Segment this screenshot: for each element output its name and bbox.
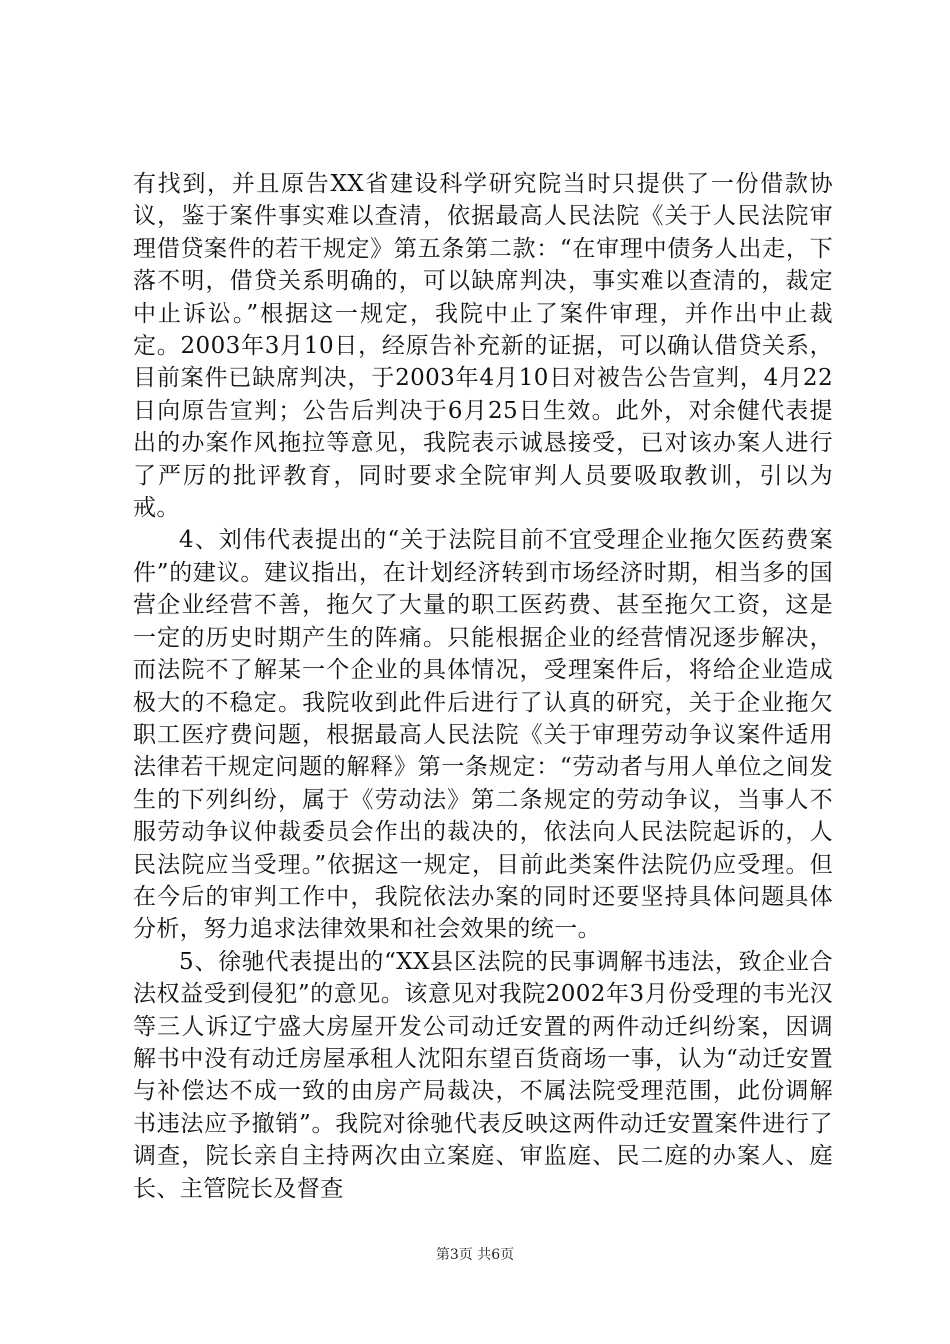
paragraph-item-5: 5、徐驰代表提出的“XX县区法院的民事调解书违法，致企业合法权益受到侵犯”的意见。该意见对我院2002年3月份受理的韦光汉等三人诉辽宁盛大房屋开发公司动迁安置的两件动迁纠纷案，因调解书中没有动迁房屋承租人沈阳东望百货商场一事，认为“动迁安置与补偿达不成一致的由房产局裁决，不属法院受理范围，此份调解书违法应予撤销”。我院对徐驰代表反映这两件动迁安置案件进行了调查，院长亲自主持两次由立案庭、审监庭、民二庭的办案人、庭长、主管院长及督查 [133, 948, 833, 1202]
document-body [133, 168, 833, 1205]
paragraph-continuation: 有找到，并且原告XX省建设科学研究院当时只提供了一份借款协议，鉴于案件事实难以查清，依据最高人民法院《关于人民法院审理借贷案件的若干规定》第五条第二款：“在审理中债务人出走，下落不明，借贷关系明确的，可以缺席判决，事实难以查清的，裁定中止诉讼。”根据这一规定，我院中止了案件审理，并作出中止裁定。2003年3月10日，经原告补充新的证据，可以确认借贷关系，目前案件已缺席判决，于2003年4月10日对被告公告宣判，4月22日向原告宣判；公告后判决于6月25日生效。此外，对余健代表提出的办案作风拖拉等意见，我院表示诚恳接受，已对该办案人进行了严厉的批评教育，同时要求全院审判人员要吸取教训，引以为戒。 [133, 171, 833, 522]
paragraph-item-4: 4、刘伟代表提出的“关于法院目前不宜受理企业拖欠医药费案件”的建议。建议指出，在计划经济转到市场经济时期，相当多的国营企业经营不善，拖欠了大量的职工医药费、甚至拖欠工资，这是一定的历史时期产生的阵痛。只能根据企业的经营情况逐步解决，而法院不了解某一个企业的具体情况，受理案件后，将给企业造成极大的不稳定。我院收到此件后进行了认真的研究，关于企业拖欠职工医疗费问题，根据最高人民法院《关于审理劳动争议案件适用法律若干规定问题的解释》第一条规定：“劳动者与用人单位之间发生的下列纠纷，属于《劳动法》第二条规定的劳动争议，当事人不服劳动争议仲裁委员会作出的裁决的，依法向人民法院起诉的，人民法院应当受理。”依据这一规定，目前此类案件法院仍应受理。但在今后的审判工作中，我院依法办案的同时还要坚持具体问题具体分析，努力追求法律效果和社会效果的统一。 [133, 527, 833, 943]
page-footer: 第3页 共6页 [435, 1247, 515, 1263]
